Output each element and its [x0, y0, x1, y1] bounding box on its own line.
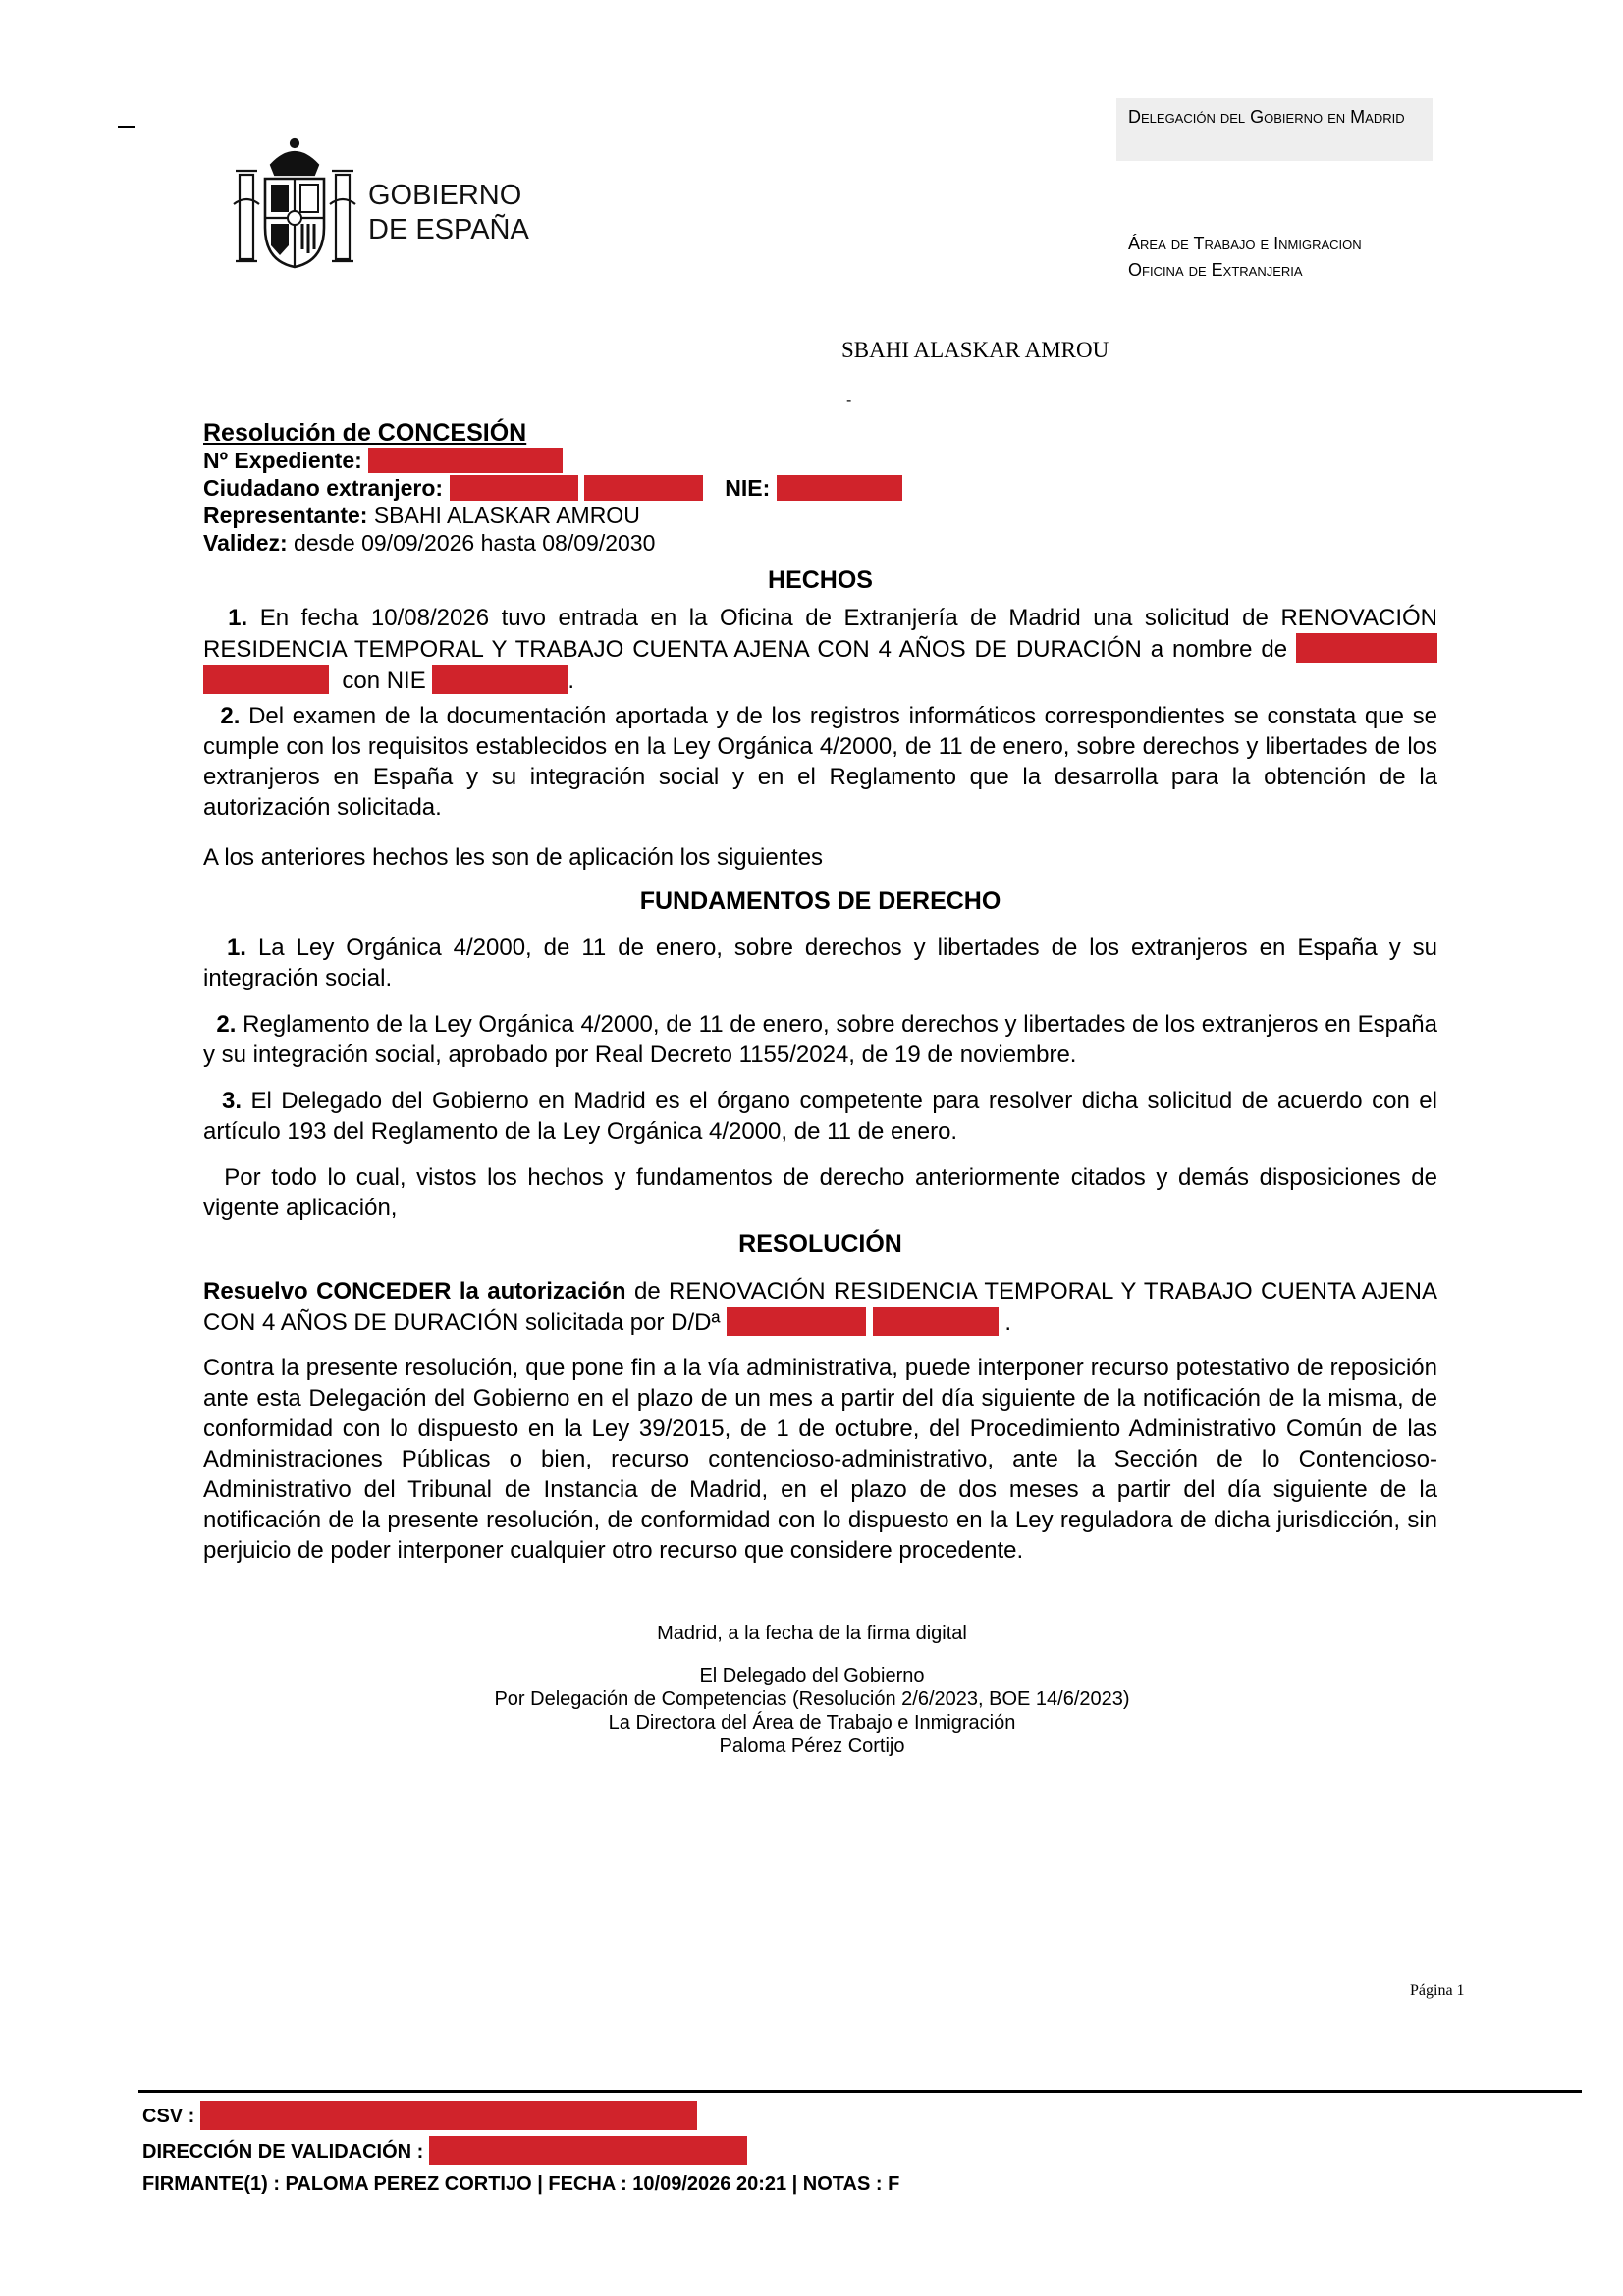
hechos-paragraph-1 [203, 603, 1437, 696]
representante-row [203, 502, 902, 529]
gobierno-logo-text [368, 179, 529, 247]
footer-rule [138, 2090, 1582, 2093]
firmante-row: FIRMANTE(1) : PALOMA PEREZ CORTIJO | FECHA : 10/09/2026 20:21 | NOTAS : F [142, 2173, 900, 2195]
validacion-redaction [429, 2136, 747, 2165]
resolution-title: Resolución de CONCESIÓN [203, 419, 527, 447]
hechos-1-num: 1. [228, 605, 248, 631]
signature-line-3: La Directora del Área de Trabajo e Inmigración [608, 1712, 1016, 1734]
validez-row [203, 529, 902, 557]
area-line-2: Oficina de Extranjeria [1128, 260, 1303, 280]
area-block [1128, 231, 1362, 284]
hechos-heading: HECHOS [768, 566, 873, 594]
nie-redaction [777, 475, 902, 501]
recurso-paragraph: Contra la presente resolución, que pone fin a la vía administrativa, puede interponer recurso potestativo de reposición ante esta Delegación del Gobierno en el plazo de un mes a partir del día siguiente de la notificación de la misma, de conformidad con lo dispuesto en la Ley 39/2015, de 1 de octubre, del Procedimiento Administrativo Común de las Administraciones Públicas o bien, recurso contencioso-administrativo, ante la Sección de lo Contencioso-Administrativo del Tribunal de Instancia de Madrid, en el plazo de dos meses a partir del día siguiente de la notificación de la presente resolución, de conformidad con lo dispuesto en la Ley reguladora de dicha jurisdicción, sin perjuicio de poder interponer cualquier otro recurso que considere procedente. [203, 1355, 1437, 1564]
fundamento-1-num: 1. [226, 934, 246, 961]
expediente-label: Nº Expediente: [203, 448, 362, 473]
hechos-1-name-redaction-2 [203, 665, 329, 694]
fundamento-2 [203, 1009, 1437, 1070]
page-number: Página 1 [1410, 1982, 1465, 1999]
ciudadano-redaction-1 [450, 475, 578, 501]
ciudadano-redaction-2 [584, 475, 703, 501]
resolution-meta [203, 419, 902, 557]
resolucion-paragraph [203, 1276, 1437, 1338]
fundamentos-closing-text: Por todo lo cual, vistos los hechos y fundamentos de derecho anteriormente citados y demás disposiciones de vigente aplicación, [203, 1164, 1437, 1221]
logo-line-1: GOBIERNO [368, 180, 522, 211]
expediente-row [203, 447, 902, 474]
hechos-1-con-nie: con NIE [342, 667, 426, 694]
hechos-1-name-redaction-1 [1296, 633, 1437, 663]
place-date: Madrid, a la fecha de la firma digital [657, 1623, 967, 1644]
resolucion-text: de RENOVACIÓN RESIDENCIA TEMPORAL Y TRABAJO CUENTA AJENA CON 4 AÑOS DE DURACIÓN solicitada por D/Dª [203, 1278, 1437, 1336]
area-line-1: Área de Trabajo e Inmigracion [1128, 234, 1362, 253]
hechos-2-text: Del examen de la documentación aportada y de los registros informáticos correspondientes se constata que se cumple con los requisitos establecidos en la Ley Orgánica 4/2000, de 11 de enero, sobre derechos y libertades de los extranjeros en España y su integración social y en el Reglamento que la desarrolla para la obtención de la autorización solicitada. [203, 703, 1437, 821]
signature-line-4: Paloma Pérez Cortijo [719, 1735, 905, 1757]
fundamento-2-num: 2. [216, 1011, 237, 1038]
hechos-1-end: . [568, 667, 575, 694]
ciudadano-label: Ciudadano extranjero: [203, 475, 444, 501]
fundamento-3-text: El Delegado del Gobierno en Madrid es el órgano competente para resolver dicha solicitud de acuerdo con el artículo 193 del Reglamento de la Ley Orgánica 4/2000, de 11 de enero. [203, 1088, 1437, 1145]
csv-row [142, 2101, 697, 2130]
fundamento-1 [203, 933, 1437, 993]
hechos-1-text: En fecha 10/08/2026 tuvo entrada en la Oficina de Extranjería de Madrid una solicitud de RENOVACIÓN RESIDENCIA TEMPORAL Y TRABAJO CUENTA AJENA CON 4 AÑOS DE DURACIÓN a nombre de [203, 605, 1438, 663]
validacion-label: DIRECCIÓN DE VALIDACIÓN : [142, 2141, 424, 2163]
signature-block [203, 1664, 1421, 1758]
intro-fundamentos: A los anteriores hechos les son de aplicación los siguientes [203, 844, 824, 871]
csv-label: CSV : [142, 2106, 195, 2127]
logo-line-2: DE ESPAÑA [368, 214, 529, 245]
validacion-row [142, 2136, 747, 2165]
representante-value: SBAHI ALASKAR AMROU [373, 503, 640, 528]
resolucion-heading: RESOLUCIÓN [738, 1230, 902, 1257]
ciudadano-row [203, 474, 902, 502]
addressee-name: SBAHI ALASKAR AMROU [841, 338, 1109, 362]
header-dash [118, 126, 135, 128]
resolucion-name-redaction-1 [727, 1307, 866, 1336]
fundamentos-heading: FUNDAMENTOS DE DERECHO [639, 887, 1001, 915]
fundamento-3 [203, 1086, 1437, 1147]
resolucion-bold: Resuelvo CONCEDER la autorización [203, 1278, 626, 1305]
fundamento-3-num: 3. [221, 1088, 242, 1114]
signature-line-2: Por Delegación de Competencias (Resolución 2/6/2023, BOE 14/6/2023) [494, 1688, 1130, 1710]
hechos-2-num: 2. [220, 703, 241, 729]
representante-label: Representante: [203, 503, 368, 528]
resolucion-end: . [1004, 1309, 1012, 1336]
nie-label: NIE: [725, 475, 771, 501]
hechos-paragraph-2 [203, 701, 1437, 823]
fundamento-2-text: Reglamento de la Ley Orgánica 4/2000, de 11 de enero, sobre derechos y libertades de los extranjeros en España y su integración social, aprobado por Real Decreto 1155/2024, de 19 de noviembre. [203, 1011, 1437, 1068]
validez-label: Validez: [203, 530, 288, 556]
resolucion-name-redaction-2 [873, 1307, 999, 1336]
coat-of-arms-logo [232, 135, 357, 273]
addressee-dash: - [846, 393, 852, 409]
fundamentos-closing [203, 1162, 1437, 1223]
expediente-redaction [368, 448, 563, 473]
fundamento-1-text: La Ley Orgánica 4/2000, de 11 de enero, sobre derechos y libertades de los extranjeros en España y su integración social. [203, 934, 1438, 991]
hechos-1-nie-redaction [432, 665, 568, 694]
validez-value: desde 09/09/2026 hasta 08/09/2030 [294, 530, 656, 556]
signature-line-1: El Delegado del Gobierno [699, 1665, 925, 1686]
delegacion-box: Delegación del Gobierno en Madrid [1116, 98, 1433, 161]
csv-redaction [200, 2101, 697, 2130]
